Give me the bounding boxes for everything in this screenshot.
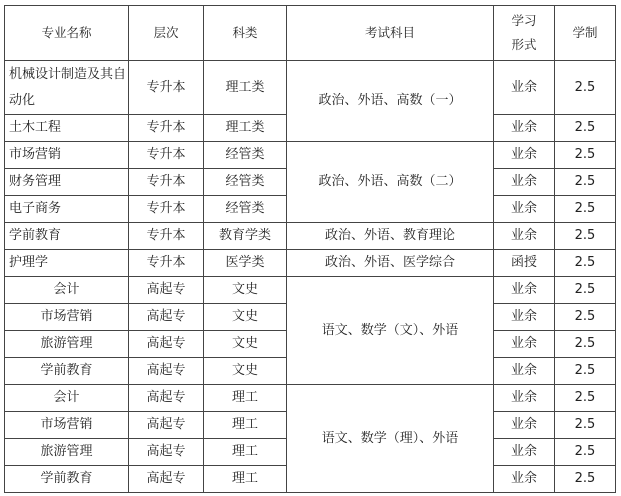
exam-subjects-cell: 语文、数学（理）、外语 xyxy=(287,385,494,493)
years-cell: 2.5 xyxy=(555,223,616,250)
header-category: 科类 xyxy=(204,6,287,61)
level-cell: 专升本 xyxy=(129,169,204,196)
study-mode-cell: 业余 xyxy=(494,277,555,304)
table-row xyxy=(5,250,616,277)
exam-subjects-cell: 政治、外语、高数（二） xyxy=(287,142,494,223)
major-name-cell: 财务管理 xyxy=(5,169,129,196)
category-cell: 理工 xyxy=(204,466,287,493)
header-major-name: 专业名称 xyxy=(5,6,129,61)
exam-subjects-cell: 语文、数学（文）、外语 xyxy=(287,277,494,385)
header-exam-subjects: 考试科目 xyxy=(287,6,494,61)
level-cell: 高起专 xyxy=(129,277,204,304)
category-cell: 理工类 xyxy=(204,61,287,115)
major-name-cell: 会计 xyxy=(5,277,129,304)
study-mode-cell: 业余 xyxy=(494,169,555,196)
category-cell: 经管类 xyxy=(204,142,287,169)
level-cell: 专升本 xyxy=(129,115,204,142)
table-row xyxy=(5,385,616,412)
study-mode-cell: 业余 xyxy=(494,358,555,385)
category-cell: 理工 xyxy=(204,412,287,439)
study-mode-cell: 业余 xyxy=(494,196,555,223)
category-cell: 教育学类 xyxy=(204,223,287,250)
level-cell: 高起专 xyxy=(129,466,204,493)
years-cell: 2.5 xyxy=(555,304,616,331)
table-row xyxy=(5,277,616,304)
category-cell: 文史 xyxy=(204,331,287,358)
major-name-cell: 旅游管理 xyxy=(5,439,129,466)
category-cell: 文史 xyxy=(204,277,287,304)
table-row xyxy=(5,142,616,169)
years-cell: 2.5 xyxy=(555,196,616,223)
study-mode-cell: 函授 xyxy=(494,250,555,277)
study-mode-cell: 业余 xyxy=(494,439,555,466)
study-mode-cell: 业余 xyxy=(494,385,555,412)
major-name-cell: 市场营销 xyxy=(5,142,129,169)
level-cell: 高起专 xyxy=(129,412,204,439)
level-cell: 专升本 xyxy=(129,142,204,169)
years-cell: 2.5 xyxy=(555,115,616,142)
years-cell: 2.5 xyxy=(555,169,616,196)
admissions-table xyxy=(4,5,616,493)
major-name-cell: 护理学 xyxy=(5,250,129,277)
category-cell: 文史 xyxy=(204,304,287,331)
category-cell: 医学类 xyxy=(204,250,287,277)
table-row xyxy=(5,223,616,250)
study-mode-cell: 业余 xyxy=(494,142,555,169)
years-cell: 2.5 xyxy=(555,439,616,466)
header-level: 层次 xyxy=(129,6,204,61)
major-name-cell: 土木工程 xyxy=(5,115,129,142)
major-name-cell: 学前教育 xyxy=(5,358,129,385)
header-years: 学制 xyxy=(555,6,616,61)
level-cell: 高起专 xyxy=(129,385,204,412)
years-cell: 2.5 xyxy=(555,250,616,277)
category-cell: 文史 xyxy=(204,358,287,385)
header-study-mode: 学习 形式 xyxy=(494,6,555,61)
major-name-cell: 旅游管理 xyxy=(5,331,129,358)
study-mode-cell: 业余 xyxy=(494,466,555,493)
category-cell: 理工类 xyxy=(204,115,287,142)
years-cell: 2.5 xyxy=(555,412,616,439)
major-name-cell: 机械设计制造及其自动化 xyxy=(5,61,129,115)
years-cell: 2.5 xyxy=(555,142,616,169)
study-mode-cell: 业余 xyxy=(494,223,555,250)
years-cell: 2.5 xyxy=(555,61,616,115)
major-name-cell: 市场营销 xyxy=(5,412,129,439)
level-cell: 高起专 xyxy=(129,358,204,385)
major-name-cell: 学前教育 xyxy=(5,466,129,493)
major-name-cell: 会计 xyxy=(5,385,129,412)
major-name-cell: 电子商务 xyxy=(5,196,129,223)
header-row xyxy=(5,6,616,61)
study-mode-cell: 业余 xyxy=(494,115,555,142)
category-cell: 理工 xyxy=(204,439,287,466)
table-row xyxy=(5,61,616,115)
level-cell: 专升本 xyxy=(129,250,204,277)
years-cell: 2.5 xyxy=(555,277,616,304)
years-cell: 2.5 xyxy=(555,466,616,493)
exam-subjects-cell: 政治、外语、高数（一） xyxy=(287,61,494,142)
years-cell: 2.5 xyxy=(555,358,616,385)
category-cell: 经管类 xyxy=(204,169,287,196)
study-mode-cell: 业余 xyxy=(494,61,555,115)
study-mode-cell: 业余 xyxy=(494,331,555,358)
level-cell: 专升本 xyxy=(129,223,204,250)
category-cell: 理工 xyxy=(204,385,287,412)
level-cell: 高起专 xyxy=(129,304,204,331)
level-cell: 高起专 xyxy=(129,439,204,466)
level-cell: 专升本 xyxy=(129,61,204,115)
level-cell: 专升本 xyxy=(129,196,204,223)
major-name-cell: 市场营销 xyxy=(5,304,129,331)
years-cell: 2.5 xyxy=(555,331,616,358)
category-cell: 经管类 xyxy=(204,196,287,223)
study-mode-cell: 业余 xyxy=(494,304,555,331)
level-cell: 高起专 xyxy=(129,331,204,358)
exam-subjects-cell: 政治、外语、医学综合 xyxy=(287,250,494,277)
years-cell: 2.5 xyxy=(555,385,616,412)
major-name-cell: 学前教育 xyxy=(5,223,129,250)
study-mode-cell: 业余 xyxy=(494,412,555,439)
exam-subjects-cell: 政治、外语、教育理论 xyxy=(287,223,494,250)
